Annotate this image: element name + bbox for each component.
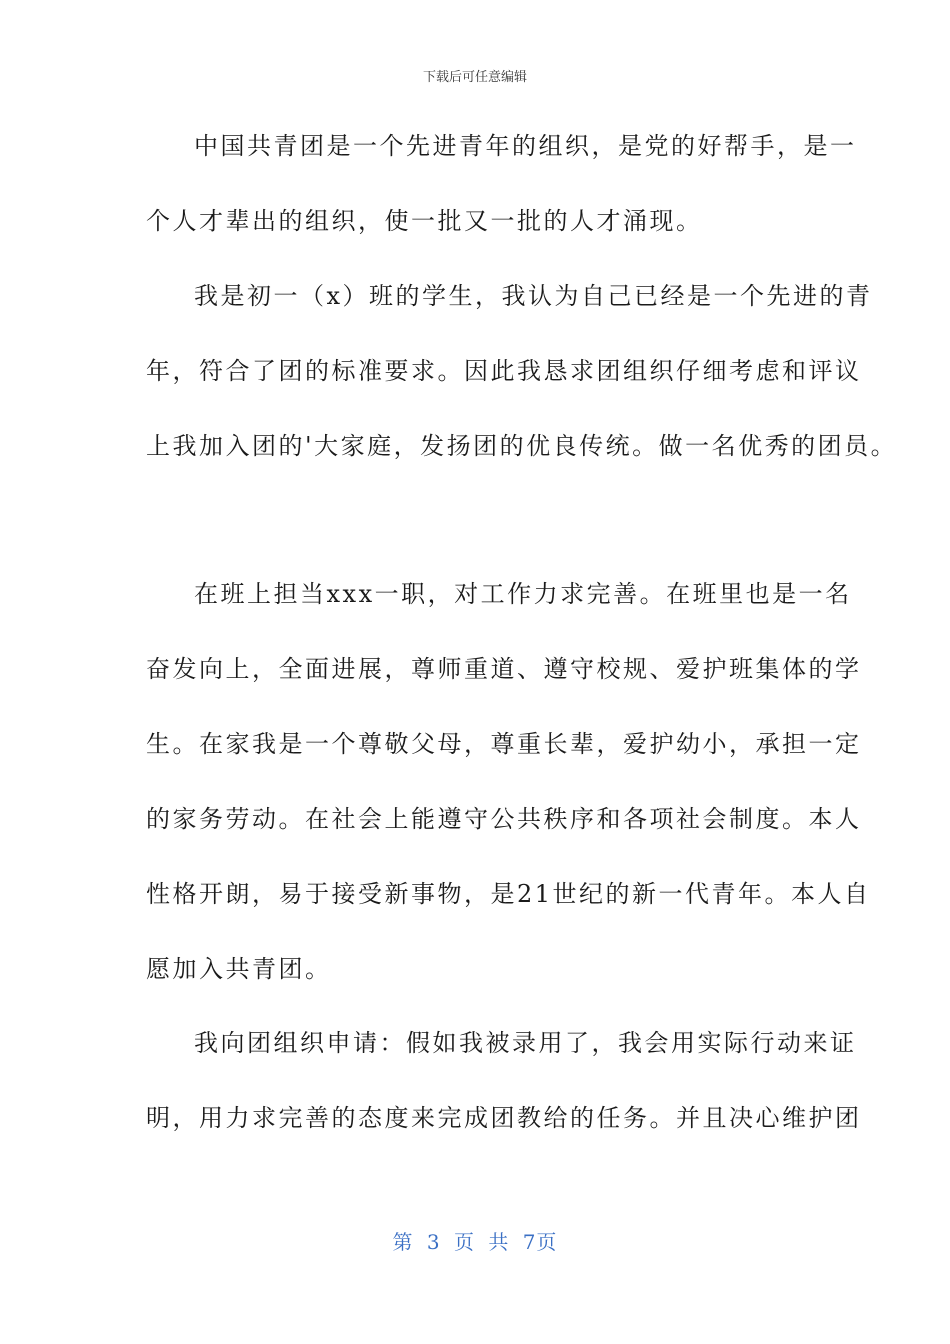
paragraph-line: 我向团组织申请：假如我被录用了，我会用实际行动来证 (194, 1029, 857, 1057)
paragraph-line: 中国共青团是一个先进青年的组织，是党的好帮手，是一 (194, 132, 857, 160)
paragraph-line: 生。在家我是一个尊敬父母，尊重长辈，爱护幼小，承担一定 (146, 730, 862, 758)
paragraph-line: 我是初一（x）班的学生，我认为自己已经是一个先进的青 (194, 282, 873, 310)
page-number: 第 3 页 共 7页 (392, 1230, 558, 1254)
header-note: 下载后可任意编辑 (422, 70, 527, 85)
paragraph-line: 性格开朗，易于接受新事物，是21世纪的新一代青年。本人自 (146, 880, 871, 908)
paragraph-line: 上我加入团的'大家庭，发扬团的优良传统。做一名优秀的团员。 (146, 432, 898, 460)
paragraph-line: 明，用力求完善的态度来完成团教给的任务。并且决心维护团 (146, 1104, 862, 1132)
paragraph-line: 在班上担当xxx一职，对工作力求完善。在班里也是一名 (194, 580, 852, 608)
paragraph-line: 奋发向上，全面进展，尊师重道、遵守校规、爱护班集体的学 (146, 655, 862, 683)
paragraph-line: 愿加入共青团。 (146, 955, 332, 983)
paragraph-line: 个人才辈出的组织，使一批又一批的人才涌现。 (146, 207, 703, 235)
paragraph-line: 年，符合了团的标准要求。因此我恳求团组织仔细考虑和评议 (146, 357, 862, 385)
paragraph-line: 的家务劳动。在社会上能遵守公共秩序和各项社会制度。本人 (146, 805, 862, 833)
